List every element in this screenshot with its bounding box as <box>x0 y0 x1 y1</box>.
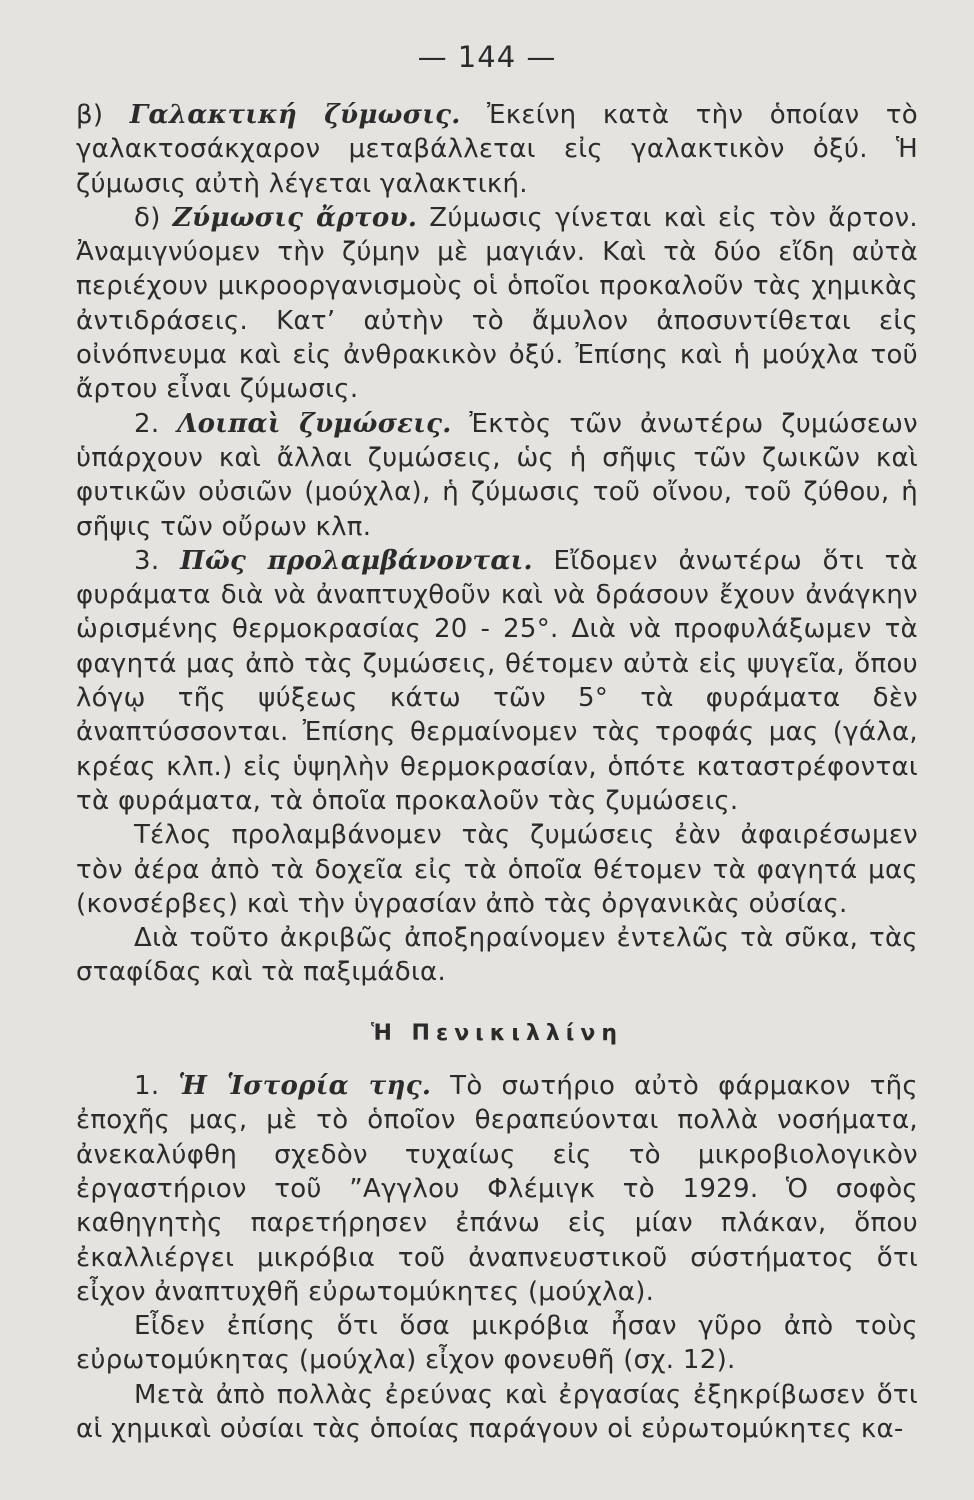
item-prefix: 1. <box>134 1071 179 1102</box>
paragraph-text: Εἴδομεν ἀνωτέρω ὅτι τὰ φυράματα διὰ νὰ ἀναπτυχθοῦν καὶ νὰ δράσουν ἔχουν ἀνάγκην ὡρισμένης θερμοκρασίας 20 - 25°. Διὰ νὰ προφυλάξωμεν τὰ φαγητά μας ἀπὸ τὰς ζυμώσεις, θέτομεν αὐτὰ εἰς ψυγεῖα, ὅπου λόγῳ τῆς ψύξεως κάτω τῶν 5° τὰ φυράματα δὲν ἀναπτύσσονται. Ἐπίσης θερμαίνομεν τὰς τροφάς μας (γάλα, κρέας κλπ.) εἰς ὑψηλὴν θερμοκρασίαν, ὁπότε καταστρέφονται τὰ φυράματα, τὰ ὁποῖα προκαλοῦν τὰς ζυμώσεις. <box>76 545 918 816</box>
paragraph-text: Τὸ σωτήριο αὐτὸ φάρμακον τῆς ἐποχῆς μας, μὲ τὸ ὁποῖον θεραπεύονται πολλὰ νοσήματα, ἀνεκαλύφθη σχεδὸν τυχαίως εἰς τὸ μικροβιολογικὸν ἐργαστήριον τοῦ ”Αγγλου Φλέμιγκ τὸ 1929. Ὁ σοφὸς καθηγητὴς παρετήρησεν ἐπάνω εἰς μίαν πλάκαν, ὅπου ἐκαλλιέργει μικρόβια τοῦ ἀναπνευστικοῦ σύστήματος ὅτι εἶχον ἀναπτυχθῆ εὐρωτομύκητες (μούχλα). <box>76 1071 918 1307</box>
paragraph-text: Μετὰ ἀπὸ πολλὰς ἐρεύνας καὶ ἐργασίας ἐξηκρίβωσεν ὅτι αἱ χημικαὶ οὐσίαι τὰς ὁποίας παράγουν οἱ εὐρωτομύκητες κα- <box>76 1379 918 1444</box>
section-label: Λοιπαὶ ζυμώσεις. <box>177 408 452 439</box>
page-body <box>76 98 918 1446</box>
section-label: Γαλακτική ζύμωσις. <box>129 100 461 130</box>
paragraph-text: Ἐκτὸς τῶν ἀνωτέρω ζυμώσεων ὑπάρχουν καὶ ἄλλαι ζυμώσεις, ὡς ἡ σῆψις τῶν ζωικῶν καὶ φυτικῶν οὐσιῶν (μούχλα), ἡ ζύμωσις τοῦ οἴνου, τοῦ ζύθου, ἡ σῆψις τῶν οὔρων κλπ. <box>76 408 918 542</box>
paragraph-text: Εἶδεν ἐπίσης ὅτι ὅσα μικρόβια ἦσαν γῦρο ἀπὸ τοὺς εὐρωτομύκητας (μούχλα) εἶχον φονευθῆ (σχ. 12). <box>76 1311 918 1376</box>
paragraph-microbes-killed <box>76 1309 918 1378</box>
paragraph-penicillin-history <box>76 1069 918 1309</box>
paragraph-other-fermentations <box>76 407 918 544</box>
paragraph-text: Ζύμωσις γίνεται καὶ εἰς τὸν ἄρτον. Ἀναμιγνύομεν τὴν ζύμην μὲ μαγιάν. Καὶ τὰ δύο εἴδη αὐτὰ περιέχουν μικροοργανισμοὺς οἱ ὁποῖοι προκαλοῦν τὰς χημικὰς ἀντιδράσεις. Κατ’ αὐτὴν τὸ ἄμυλον ἀποσυντίθεται εἰς οἰνόπνευμα καὶ εἰς ἀνθρακικὸν ὀξύ. Ἐπίσης καὶ ἡ μούχλα τοῦ ἄρτου εἶναι ζύμωσις. <box>76 202 918 405</box>
item-prefix: 3. <box>134 545 181 576</box>
section-label: Ἡ Ἱστορία της. <box>178 1071 432 1102</box>
paragraph-prevention <box>76 544 918 818</box>
page-number: — 144 — <box>417 40 557 74</box>
paragraph-drying <box>76 921 918 990</box>
paragraph-bread-fermentation <box>76 201 918 407</box>
item-prefix: 2. <box>134 408 178 439</box>
paragraph-text: Τέλος προλαμβάνομεν τὰς ζυμώσεις ἐὰν ἀφαιρέσωμεν τὸν ἀέρα ἀπὸ τὰ δοχεῖα εἰς τὰ ὁποῖα θέτομεν τὰ φαγητά μας (κονσέρβες) καὶ τὴν ὑγρασίαν ἀπὸ τὰς ὀργανικὰς οὐσίας. <box>76 820 918 919</box>
paragraph-text: Ἐκείνη κατὰ τὴν ὁποίαν τὸ γαλακτοσάκχαρον μεταβάλλεται εἰς γαλακτικὸν ὀξύ. Ἡ ζύμωσις αὐτὴ λέγεται γαλακτική. <box>76 100 918 199</box>
item-prefix: β) <box>76 100 130 130</box>
item-prefix: δ) <box>134 202 173 233</box>
paragraph-lactic-fermentation <box>76 98 918 201</box>
paragraph-remove-air <box>76 818 918 921</box>
paragraph-text: Διὰ τοῦτο ἀκριβῶς ἀποξηραίνομεν ἐντελῶς τὰ σῦκα, τὰς σταφίδας καὶ τὰ παξιμάδια. <box>76 923 918 988</box>
section-heading-penicillin: Ἡ Πενικιλλίνη <box>370 1020 624 1046</box>
paragraph-research <box>76 1378 918 1447</box>
section-label: Ζύμωσις ἄρτου. <box>172 202 418 233</box>
section-label: Πῶς προλαμβάνονται. <box>180 545 533 576</box>
